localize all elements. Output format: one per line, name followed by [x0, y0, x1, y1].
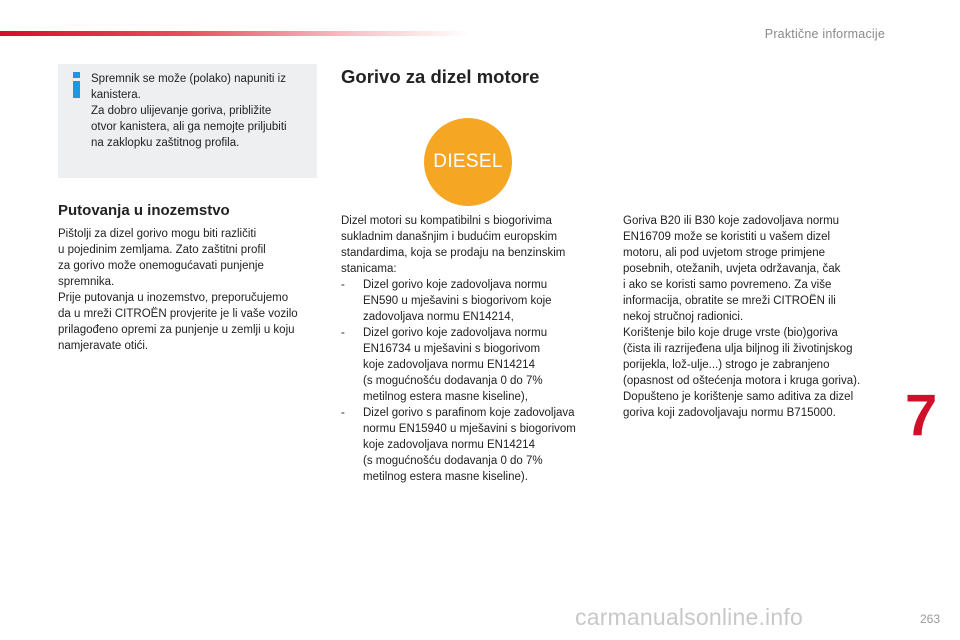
- section-title: Praktične informacije: [764, 27, 885, 41]
- info-box-text: [91, 71, 309, 151]
- travel-line: u pojedinim zemljama. Zato zaštitni profil: [58, 244, 266, 256]
- info-line: na zaklopku zaštitnog profila.: [91, 137, 240, 149]
- diesel-intro-column: [341, 213, 603, 485]
- list-item-line: EN16734 u mješavini s biogorivom: [363, 343, 541, 355]
- list-item: [341, 277, 603, 325]
- travel-text: [58, 226, 320, 354]
- intro-line: Dizel motori su kompatibilni s biogorivima: [341, 215, 552, 227]
- list-item-line: koje zadovoljava normu EN14214: [363, 439, 535, 451]
- list-item-line: (s mogućnošću dodavanja 0 do 7%: [363, 455, 543, 467]
- right-line: EN16709 može se koristiti u vašem dizel: [623, 231, 831, 243]
- right-line: informacija, obratite se mreži CITROËN ili: [623, 295, 836, 307]
- fuel-standard-list: [341, 277, 603, 485]
- travel-heading: Putovanja u inozemstvo: [58, 202, 230, 219]
- right-line: posebnih, otežanih, uvjeta održavanja, čak: [623, 263, 841, 275]
- list-item-line: metilnog estera masne kiseline).: [363, 471, 528, 483]
- list-dash: -: [341, 327, 345, 339]
- travel-line: Prije putovanja u inozemstvo, preporučujemo: [58, 292, 289, 304]
- list-dash: -: [341, 407, 345, 419]
- right-line: Korištenje bilo koje druge vrste (bio)goriva: [623, 327, 838, 339]
- list-item-line: Dizel gorivo s parafinom koje zadovoljava: [363, 407, 575, 419]
- list-item-line: koje zadovoljava normu EN14214: [363, 359, 535, 371]
- diesel-fuel-badge: [424, 118, 512, 206]
- travel-line: Pištolji za dizel gorivo mogu biti različiti: [58, 228, 257, 240]
- biofuel-notes-column: [623, 213, 891, 421]
- diesel-badge-label: DIESEL: [433, 151, 503, 172]
- right-line: goriva koji zadovoljavaju normu B715000.: [623, 407, 836, 419]
- header-accent-bar: [0, 31, 470, 36]
- list-item-line: Dizel gorivo koje zadovoljava normu: [363, 327, 548, 339]
- chapter-number: 7: [905, 383, 938, 448]
- page-title: Gorivo za dizel motore: [341, 66, 540, 87]
- info-line: Za dobro ulijevanje goriva, približite: [91, 105, 272, 117]
- list-item-line: normu EN15940 u mješavini s biogorivom: [363, 423, 576, 435]
- info-line: otvor kanistera, ali ga nemojte priljubiti: [91, 121, 287, 133]
- list-item-line: zadovoljava normu EN14214,: [363, 311, 514, 323]
- right-line: motoru, ali pod uvjetom stroge primjene: [623, 247, 825, 259]
- list-item-line: metilnog estera masne kiseline),: [363, 391, 528, 403]
- travel-line: spremnika.: [58, 276, 115, 288]
- right-line: nekoj stručnoj radionici.: [623, 311, 744, 323]
- diesel-intro: [341, 213, 603, 277]
- list-item: [341, 405, 603, 485]
- travel-line: za gorivo može onemogućavati punjenje: [58, 260, 264, 272]
- list-item-line: Dizel gorivo koje zadovoljava normu: [363, 279, 548, 291]
- info-line: kanistera.: [91, 89, 141, 101]
- list-item-line: (s mogućnošću dodavanja 0 do 7%: [363, 375, 543, 387]
- list-item: [341, 325, 603, 405]
- intro-line: standardima, koja se prodaju na benzinskim: [341, 247, 566, 259]
- right-line: (čista ili razrijeđena ulja biljnog ili životinjskog: [623, 343, 853, 355]
- intro-line: stanicama:: [341, 263, 397, 275]
- right-line: Dopušteno je korištenje samo aditiva za dizel: [623, 391, 854, 403]
- page-number: 263: [919, 612, 940, 626]
- list-dash: -: [341, 279, 345, 291]
- info-box: [58, 64, 317, 178]
- travel-line: namjeravate otići.: [58, 340, 149, 352]
- watermark: carmanualsonline.info: [575, 604, 803, 630]
- travel-line: prilagođeno opremi za punjenje u zemlji u koju: [58, 324, 295, 336]
- right-line: porijekla, lož-ulje...) strogo je zabranjeno: [623, 359, 830, 371]
- travel-line: da u mreži CITROËN provjerite je li vaše vozilo: [58, 308, 298, 320]
- right-line: Goriva B20 ili B30 koje zadovoljava normu: [623, 215, 840, 227]
- list-item-line: EN590 u mješavini s biogorivom koje: [363, 295, 552, 307]
- info-icon: [70, 72, 84, 98]
- right-line: (opasnost od oštećenja motora i kruga goriva).: [623, 375, 861, 387]
- right-line: i ako se koristi samo povremeno. Za više: [623, 279, 832, 291]
- intro-line: sukladnim današnjim i budućim europskim: [341, 231, 558, 243]
- info-line: Spremnik se može (polako) napuniti iz: [91, 73, 286, 85]
